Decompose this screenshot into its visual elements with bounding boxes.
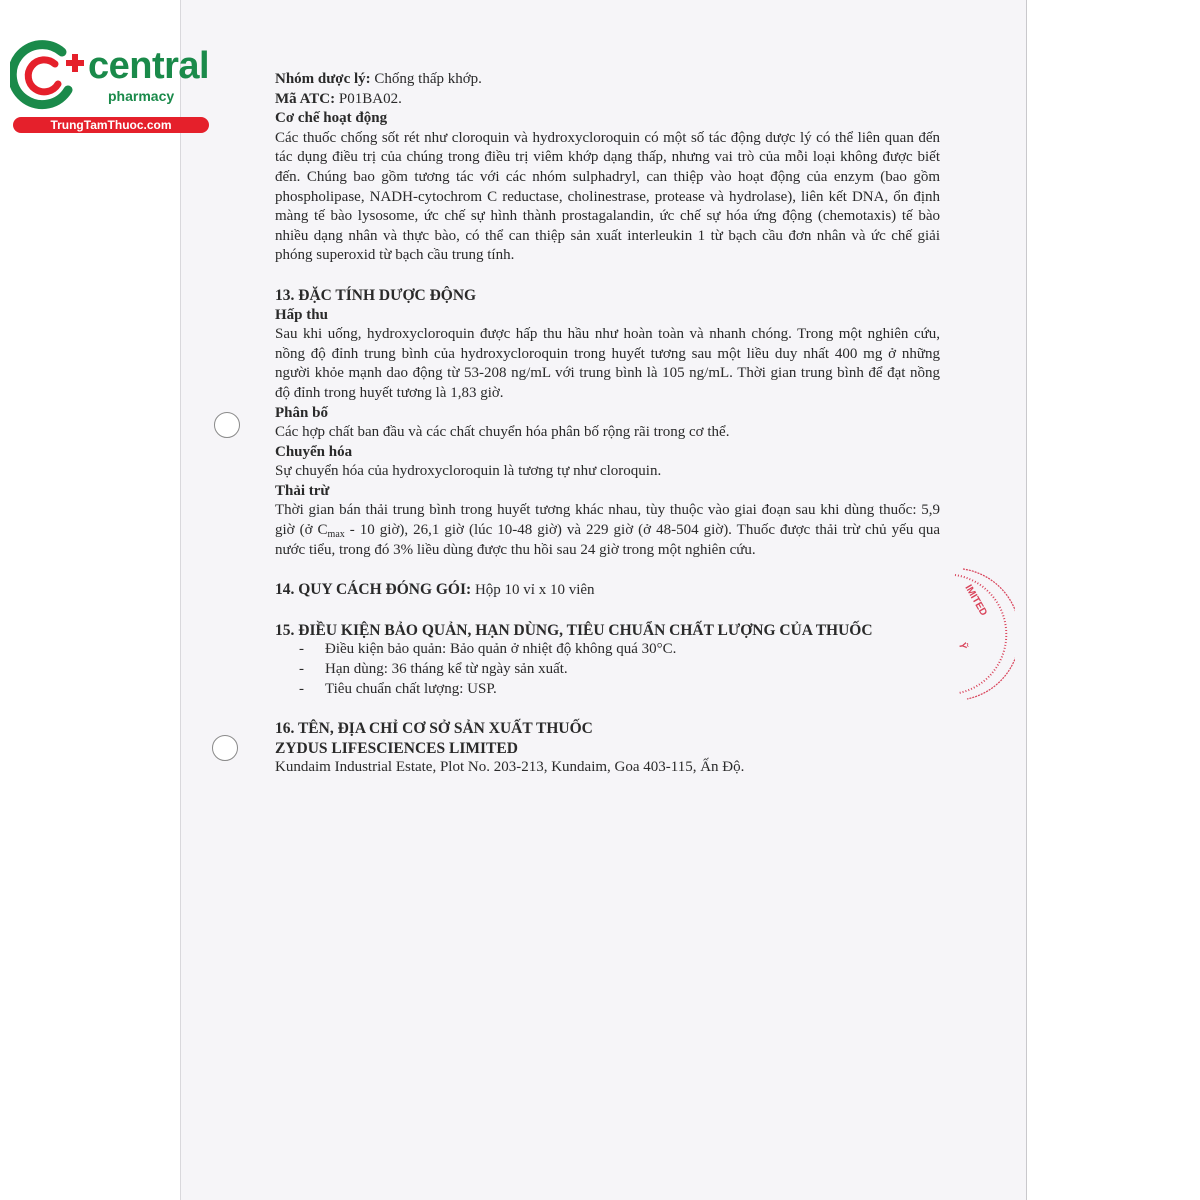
elimination-text: Thời gian bán thải trung bình trong huyết tương khác nhau, tùy thuộc vào giai đoạn sau khi dùng thuốc: 5,9 giờ (ở $C_{max} - 10$ giờ), 26,1 giờ (lúc 10-48 giờ) và 229 giờ (ở 48-504 giờ). Thuốc được thải trừ chủ yếu qua nước tiểu, trong đó 3% liều dùng được thu hồi sau 24 giờ trong một nghiên cứu.: [275, 502, 940, 558]
atc-label: Mã ATC:: [275, 90, 336, 107]
document-content: [275, 70, 940, 778]
pharm-group-line: [275, 70, 940, 90]
brand-subtitle: pharmacy: [108, 88, 175, 104]
metabolism-heading: Chuyển hóa: [275, 443, 353, 460]
section-14-heading: 14. QUY CÁCH ĐÓNG GÓI:: [275, 581, 472, 599]
pharm-group-value: Chống thấp khớp.: [370, 71, 482, 87]
section-14-value: Hộp 10 vỉ x 10 viên: [471, 582, 595, 599]
section-15-heading: 15. ĐIỀU KIỆN BẢO QUẢN, HẠN DÙNG, TIÊU CHUẨN CHẤT LƯỢNG CỦA THUỐC: [275, 621, 873, 639]
site-url-banner[interactable]: TrungTamThuoc.com: [13, 117, 209, 133]
brand-name: central: [88, 45, 210, 87]
list-item: - Hạn dùng: 36 tháng kể từ ngày sản xuất.: [299, 660, 940, 680]
manufacturer-address: Kundaim Industrial Estate, Plot No. 203-213, Kundaim, Goa 403-115, Ấn Độ.: [275, 759, 745, 776]
mechanism-heading: Cơ chế hoạt động: [275, 110, 388, 127]
punch-hole-top: [214, 412, 240, 438]
stamp-text: IMITED: [962, 583, 989, 618]
section-13-heading: 13. ĐẶC TÍNH DƯỢC ĐỘNG: [275, 286, 477, 304]
absorption-text: Sau khi uống, hydroxycloroquin được hấp thu hầu như hoàn toàn và nhanh chóng. Trong một nghiên cứu, nồng độ đỉnh trung bình của hydroxycloroquin trong huyết tương sau một liều duy nhất 400 mg ở những người khỏe mạnh dao động từ 53-208 ng/mL với trung bình là 105 ng/mL. Thời gian trung bình để đạt nồng độ đỉnh trong huyết tương là 1,83 giờ.: [275, 326, 940, 401]
metabolism-text: Sự chuyển hóa của hydroxycloroquin là tương tự như cloroquin.: [275, 463, 662, 480]
pharm-group-label: Nhóm dược lý:: [275, 71, 371, 87]
storage-list: [275, 640, 940, 699]
list-item: - Điều kiện bảo quản: Bảo quản ở nhiệt độ không quá 30°C.: [299, 640, 940, 660]
absorption-heading: Hấp thu: [275, 306, 328, 323]
svg-text:Ỹ: Ỹ: [956, 641, 969, 651]
atc-value: P01BA02.: [335, 90, 402, 107]
punch-hole-bottom: [212, 735, 238, 761]
section-16-heading: 16. TÊN, ĐỊA CHỈ CƠ SỞ SẢN XUẤT THUỐC: [275, 720, 593, 738]
pharmacy-cross-ring-icon: [10, 38, 90, 110]
list-item: - Tiêu chuẩn chất lượng: USP.: [299, 680, 940, 700]
section-14-line: [275, 580, 940, 601]
elimination-heading: Thải trừ: [275, 482, 330, 499]
atc-line: [275, 90, 940, 110]
distribution-heading: Phân bố: [275, 404, 328, 421]
distribution-text: Các hợp chất ban đầu và các chất chuyển hóa phân bố rộng rãi trong cơ thể.: [275, 424, 730, 441]
red-seal-stamp: [945, 565, 1015, 705]
mechanism-text: Các thuốc chống sốt rét như cloroquin và hydroxycloroquin có một số tác động dược lý có thể liên quan đến tác dụng điều trị của chúng trong điều trị viêm khớp dạng thấp, nhưng vai trò của mỗi loại không được biết đến. Chúng bao gồm tương tác với các nhóm sulphadryl, can thiệp vào hoạt động của enzym (bao gồm phospholipase, NADH-cytochrom C reductase, cholinestrase, protease và hydrolase), liên kết DNA, ổn định màng tế bào lysosome, ức chế sự hình thành prostagalandin, ức chế sự hóa ứng động (chemotaxis) tế bào nhiều dạng nhân và thực bào, có thể can thiệp sản xuất interleukin 1 từ bạch cầu đơn nhân và ức chế giải phóng superoxid từ bạch cầu trung tính.: [275, 129, 940, 264]
manufacturer-name: ZYDUS LIFESCIENCES LIMITED: [275, 739, 518, 757]
